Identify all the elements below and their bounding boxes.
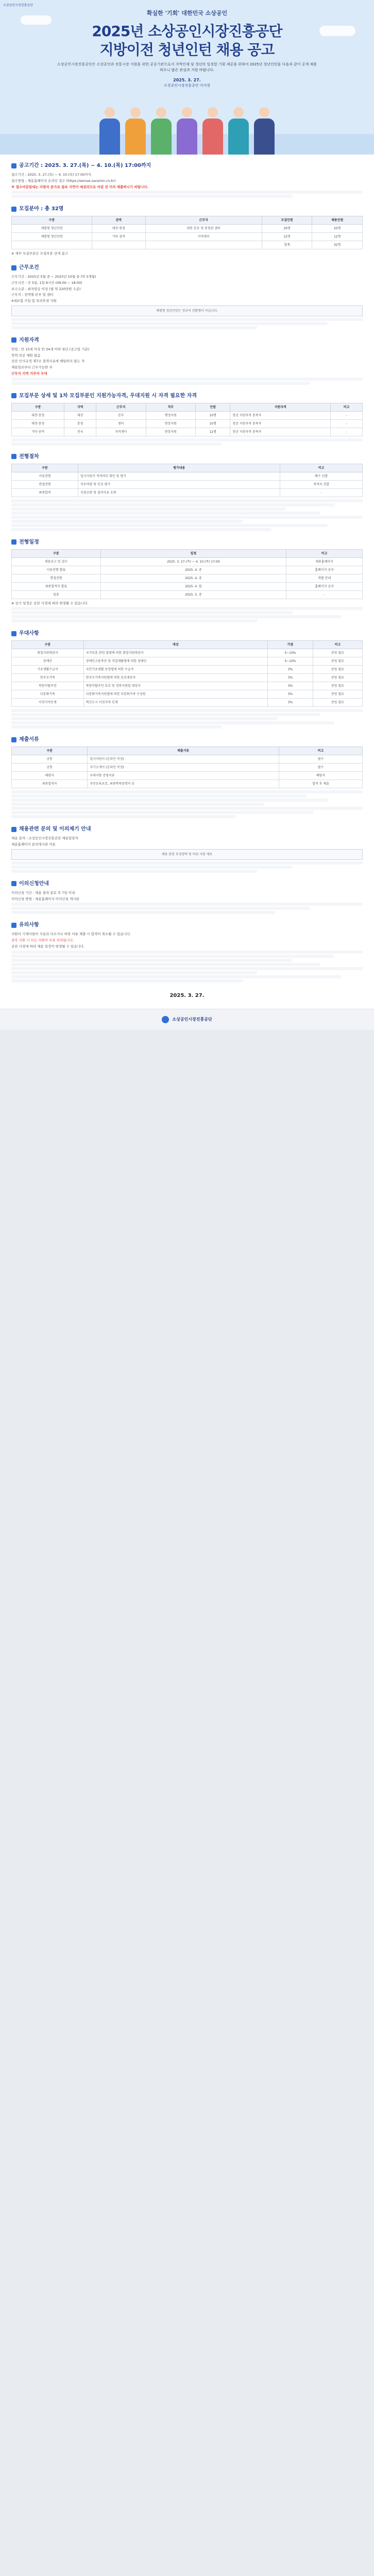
table-row: 대전·충청 충청 센터 현장지원 10명 청년 지원자격 충족자 - [12, 419, 363, 428]
table-row: 한부모가족 한부모가족지원법에 의한 보호대상자 3% 증빙 필요 [12, 674, 363, 682]
page [0, 0, 374, 1030]
text-line: 이의신청 방법 : 채용홈페이지 이의신청 게시판 [11, 896, 79, 901]
notice-box: 체험형 청년인턴은 정규직 전환형이 아닙니다. [11, 306, 363, 316]
text-line: 접수기간 : 2025. 3. 27.(목) ~ 4. 10.(목) 17:00까지 [11, 173, 91, 177]
hero-slogan: 확실한 '기회' 대한민국 소상공인 [146, 10, 228, 16]
section-bullet-icon [11, 881, 16, 886]
section-bullet-icon [11, 454, 16, 459]
section-bullet-icon [11, 539, 16, 545]
section-bullet-icon [11, 923, 16, 928]
table-row: 장애인 장애인고용촉진 및 직업재활법에 의한 장애인 5~10% 증빙 필요 [12, 657, 363, 666]
text-line: 접수방법 : 채용홈페이지 온라인 접수 (https://semas.saramin.co.kr) [11, 178, 116, 183]
text-line: 채용 문의 : 소상공인시장진흥공단 채용담당자 [11, 836, 78, 841]
table-row: 채용공고 및 접수 2025. 3. 27.(목) ~ 4. 10.(목) 17:00 채용홈페이지 [12, 557, 363, 566]
preference-table: 구분 대상 가점 비고 취업지원대상자 국가보훈 관련 법령에 의한 취업지원대상자 5~10% 증빙 필요 장애인 장애인고용촉진 및 직업재활법에 의한 장애인 5~10% 증빙 필요 기초생활수급자 국민기초생활 보장법에 의한 수급자 3% 증빙 필요 한부모가족 한부모가족지원법에 의한 보호대상자 3% 증빙 필요 북한이탈주민 북한이탈주민 보호 및 정착지원법 대상자 3% 증빙 필요 다문화가족 다문화가족지원법에 의한 다문화가족 구성원 3% 증빙 필요 이전지역인재 혁신도시 이전지역 인재 3% 증빙 필요 [11, 640, 363, 707]
table-row: 합계 32명 [12, 241, 363, 249]
text-line: 학력·전공 제한 없음 [11, 353, 41, 358]
text-line: 이의신청 기간 : 채용 절차 종료 후 7일 이내 [11, 890, 75, 895]
table-row: 해당자 우대사항 증빙서류 해당자 [12, 772, 363, 780]
section-title: 이의신청안내 [19, 880, 49, 887]
table-header: 근무지 [145, 216, 262, 225]
documents-table: 구분 제출서류 비고 공통 입사지원서 (온라인 작성) 필수 공통 자기소개서 (온라인 작성) 필수 해당자 우대사항 증빙서류 해당자 최종합격자 주민등록초본, 최종학력증명서 등 합격 후 제출 [11, 747, 363, 788]
table-row: 최종합격자 발표 2025. 4. 말 홈페이지 공지 [12, 582, 363, 590]
recruit-table [11, 216, 363, 249]
table-row: 체험형 청년인턴 대전·충청 대전 본부 및 충청권 센터 20명 20명 [12, 225, 363, 233]
table-row: 기초생활수급자 국민기초생활 보장법에 의한 수급자 3% 증빙 필요 [12, 666, 363, 674]
section-bullet-icon [11, 163, 16, 168]
table-row: 다문화가족 다문화가족지원법에 의한 다문화가족 구성원 3% 증빙 필요 [12, 690, 363, 699]
detail-table: 구분 지역 근무지 직무 인원 지원자격 비고 대전·충청 대전 본부 행정지원 10명 청년 지원자격 충족자 - 대전·충청 충청 센터 현장지원 10명 청년 지원자격 충족자 - 기타 권역 전국 지역센터 현장지원 12명 청년 지원자격 충족자 - [11, 403, 363, 436]
section-title: 공고기간 : 2025. 3. 27.(목) ~ 4. 10.(목) 17:00까지 [19, 163, 151, 168]
section-title: 우대사항 [19, 631, 39, 637]
hero-title-line1: 2025년 소상공인시장진흥공단 [92, 23, 282, 40]
table-row: 최종합격자 주민등록초본, 최종학력증명서 등 합격 후 제출 [12, 780, 363, 788]
hero-org-label: 소상공인시장진흥공단 [3, 4, 33, 7]
section-title: 전형일정 [19, 539, 39, 545]
table-row: 북한이탈주민 북한이탈주민 보호 및 정착지원법 대상자 3% 증빙 필요 [12, 682, 363, 690]
footer-organization: 소상공인시장진흥공단 [172, 1016, 212, 1022]
table-row: 서류전형 발표 2025. 4. 중 홈페이지 공지 [12, 566, 363, 574]
closing-date: 2025. 3. 27. [169, 992, 205, 998]
section-bullet-icon [11, 737, 16, 742]
section-bullet-icon [11, 337, 16, 343]
person-illustration [149, 107, 173, 155]
person-illustration [124, 107, 147, 155]
section-title: 전형절차 [19, 453, 39, 460]
hero-title-line2: 지방이전 청년인턴 채용 공고 [99, 41, 275, 58]
table-row: 임용 2025. 5. 중 - [12, 590, 363, 599]
section-recruit [11, 205, 363, 257]
section-period [11, 162, 363, 198]
table-row: 대전·충청 대전 본부 행정지원 10명 청년 지원자격 충족자 - [12, 411, 363, 419]
section-bullet-icon [11, 827, 16, 832]
person-illustration [201, 107, 225, 155]
text-line: 4대보험 가입 및 복리후생 지원 [11, 299, 57, 303]
hero-illustration [0, 92, 374, 155]
text-line: 중복 지원 시 모든 지원이 무효 처리됩니다. [11, 938, 74, 942]
text-line: 공단 인사규정 제7조 결격사유에 해당하지 않는 자 [11, 359, 85, 364]
person-illustration [98, 107, 122, 155]
section-title: 모집부문 상세 및 1차 모집부분인 지원가능자격, 우대지원 시 자격 필요한 자격 [19, 393, 197, 399]
table-row: 체험형 청년인턴 기타 권역 지역센터 12명 12명 [12, 233, 363, 241]
text-line: 보수수준 : 최저임금 이상 (월 약 220만원 수준) [11, 286, 81, 291]
section-bullet-icon [11, 265, 16, 270]
section-title: 모집분야 : 총 32명 [19, 206, 64, 212]
table-note: ※ 세부 모집부문은 모집부문 상세 참고 [11, 251, 68, 256]
section-schedule [11, 538, 363, 623]
person-illustration [227, 107, 250, 155]
section-documents [11, 736, 363, 818]
hero-banner [0, 0, 374, 155]
notice-box: 채용 관련 부정청탁 및 비위 사항 제보 [11, 849, 363, 860]
schedule-table: 구분 일정 비고 채용공고 및 접수 2025. 3. 27.(목) ~ 4. 10.(목) 17:00 채용홈페이지 서류전형 발표 2025. 4. 중 홈페이지 공지 면접전형 2025. 4. 중 개별 안내 최종합격자 발표 2025. 4. 말 홈페이지 공지 임용 2025. 5. 중 - [11, 549, 363, 599]
hero-description: 소상공인시장진흥공단은 소상공인과 전통시장 지원을 위한 공공기관으로서 지역인재 및 청년의 일경험 기회 제공을 위하여 2025년 청년인턴을 다음과 같이 공개 채용하오니 많은 관심과 지원 바랍니다. [57, 62, 317, 72]
text-line: 채용홈페이지 문의게시판 이용 [11, 842, 56, 846]
section-bullet-icon [11, 393, 16, 398]
footer [0, 1009, 374, 1030]
text-line: 지원서 기재사항이 사실과 다르거나 허위 서류 제출 시 합격이 취소될 수 있습니다. [11, 932, 131, 937]
table-note: ※ 상기 일정은 공단 사정에 따라 변경될 수 있습니다. [11, 601, 89, 605]
text-line: 연령 : 만 15세 이상 만 34세 이하 청년 (공고일 기준) [11, 347, 90, 351]
table-row: 이전지역인재 혁신도시 이전지역 인재 3% 증빙 필요 [12, 699, 363, 707]
notice-body [0, 155, 374, 1009]
hero-organization: 소상공인시장진흥공단 이사장 [163, 83, 211, 88]
text-line: 채용일로부터 근무가능한 자 [11, 365, 53, 369]
table-row: 공통 입사지원서 (온라인 작성) 필수 [12, 755, 363, 764]
section-conditions [11, 264, 363, 329]
table-row: 취업지원대상자 국가보훈 관련 법령에 의한 취업지원대상자 5~10% 증빙 필요 [12, 649, 363, 657]
table-header: 권역 [92, 216, 145, 225]
person-illustration [175, 107, 199, 155]
process-table: 구분 평가내용 비고 서류전형 입사지원서 적격여부 확인 및 평가 배수 선발 면접전형 직무역량 및 인성 평가 적격자 선발 최종합격 신원조회 및 결격사유 조회 - [11, 464, 363, 497]
hero-date: 2025. 3. 27. [173, 78, 201, 82]
table-row: 면접전형 2025. 4. 중 개별 안내 [12, 574, 363, 582]
section-title: 채용관련 문의 및 이의제기 안내 [19, 826, 91, 833]
section-contact [11, 825, 363, 873]
text-line: 근무기간 : 2025년 5월 중 ~ 2025년 10월 중 (약 5개월) [11, 275, 96, 279]
text-line: 근무지 지역 거주자 우대 [11, 371, 47, 376]
table-row: 최종합격 신원조회 및 결격사유 조회 - [12, 488, 363, 497]
section-title: 근무조건 [19, 265, 39, 270]
table-header: 구분 [12, 216, 92, 225]
person-illustration [252, 107, 276, 155]
section-title: 제출서류 [19, 737, 39, 743]
text-line: 공단 사정에 따라 채용 일정이 변경될 수 있습니다. [11, 944, 85, 948]
table-row: 기타 권역 전국 지역센터 현장지원 12명 청년 지원자격 충족자 - [12, 428, 363, 436]
table-row: 면접전형 직무역량 및 인성 평가 적격자 선발 [12, 480, 363, 488]
table-row: 서류전형 입사지원서 적격여부 확인 및 평가 배수 선발 [12, 472, 363, 480]
semas-logo-icon [162, 1016, 169, 1023]
section-bullet-icon [11, 207, 16, 212]
text-line: ※ 접수마감일에는 지원자 증가로 접속 지연이 예상되므로 마감 전 미리 제출하시기 바랍니다. [11, 184, 149, 189]
section-objection [11, 880, 363, 914]
text-line: 근무지 : 권역별 본부 및 센터 [11, 293, 54, 297]
section-detail [11, 392, 363, 446]
section-preference [11, 630, 363, 728]
table-row: 공통 자기소개서 (온라인 작성) 필수 [12, 764, 363, 772]
section-qualification [11, 336, 363, 385]
section-caution [11, 921, 363, 982]
section-process [11, 453, 363, 531]
table-header: 채용인원 [312, 216, 363, 225]
section-title: 유의사항 [19, 922, 39, 928]
section-bullet-icon [11, 631, 16, 636]
table-header: 모집인원 [262, 216, 312, 225]
text-line: 근무시간 : 주 5일, 1일 8시간 (09:00 ~ 18:00) [11, 280, 82, 285]
section-title: 지원자격 [19, 337, 39, 343]
